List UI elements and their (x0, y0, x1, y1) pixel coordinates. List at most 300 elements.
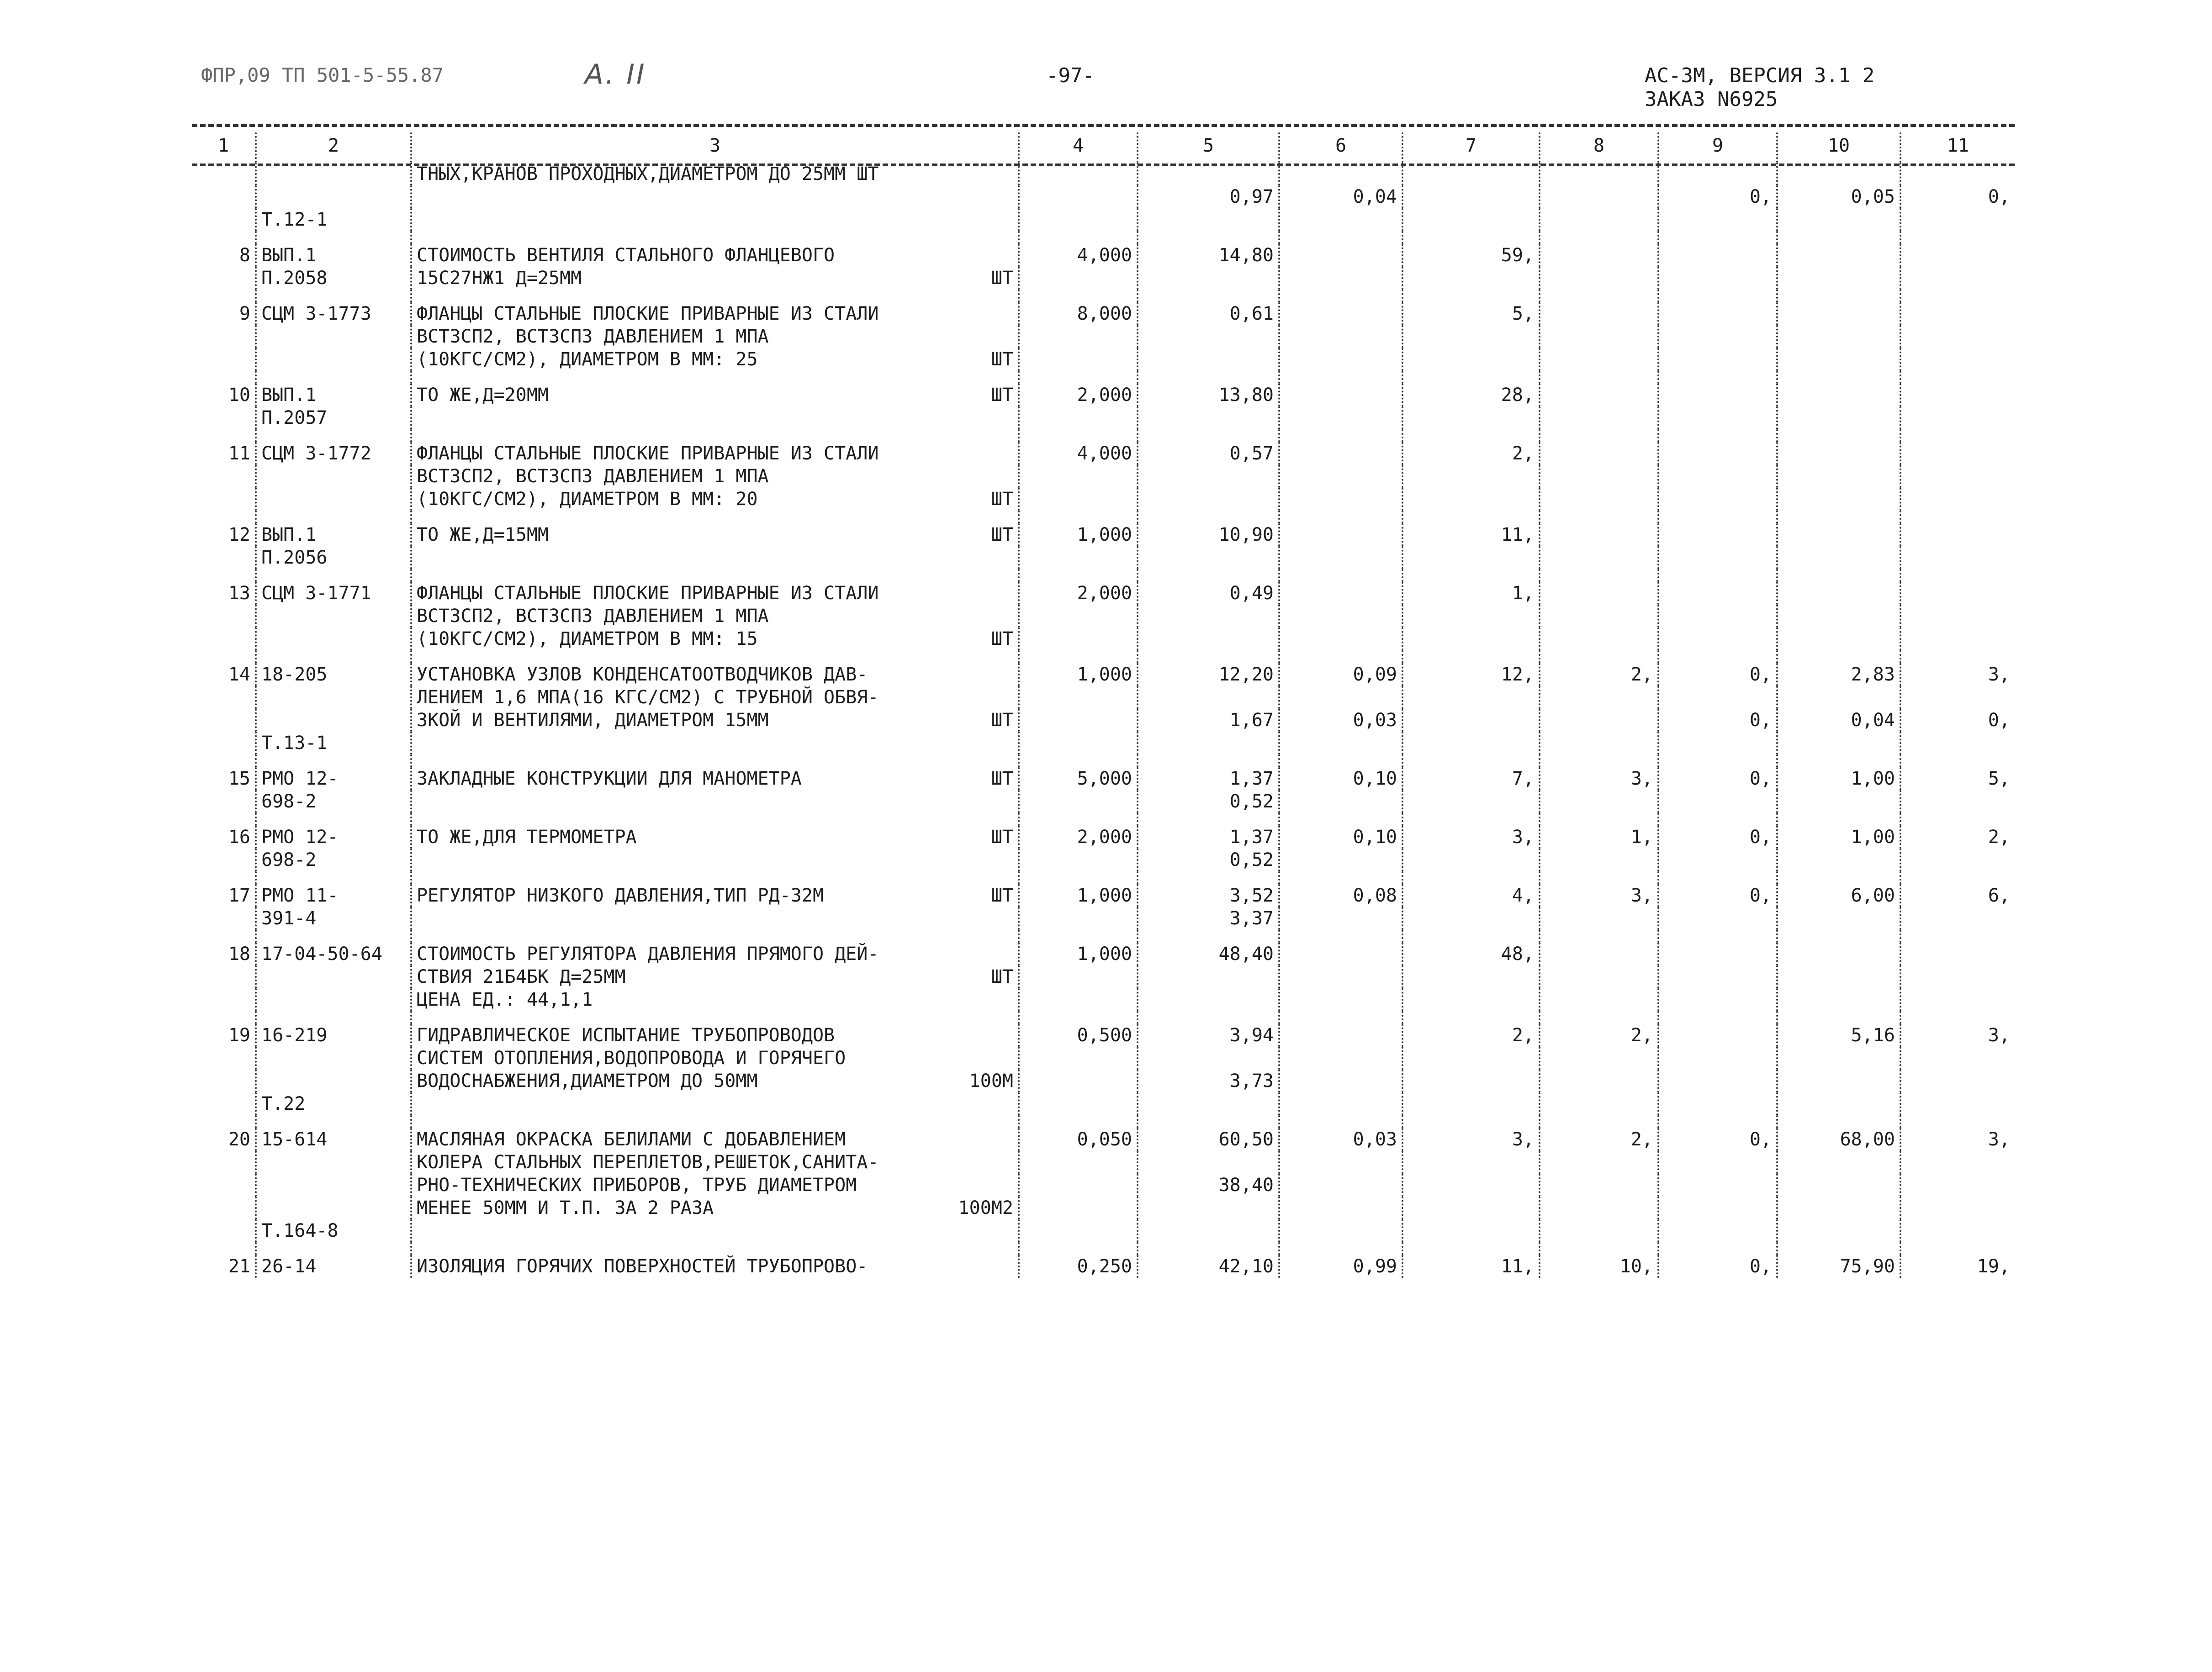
table-row (192, 442, 2015, 465)
value-cell-9: 0, (1658, 1128, 1777, 1151)
value-cell-9: 0, (1658, 663, 1777, 686)
value-cell-8 (1540, 943, 1658, 965)
row-number-cell (192, 965, 256, 988)
spacer-cell (1658, 1115, 1777, 1128)
value-cell-10 (1777, 546, 1900, 569)
value-cell-10 (1777, 732, 1900, 754)
spacer-cell (1402, 930, 1540, 943)
value-cell-6 (1279, 907, 1402, 930)
spacer-cell (411, 429, 1019, 442)
spacer-cell (411, 1011, 1019, 1024)
spacer-cell (411, 813, 1019, 826)
spacer-cell (411, 754, 1019, 767)
value-cell-11 (1900, 384, 2015, 406)
value-cell-5: 38,40 (1138, 1174, 1279, 1197)
estimate-table (192, 132, 2015, 1278)
spacer-cell (1138, 1011, 1279, 1024)
value-cell-7 (1402, 208, 1540, 231)
spacer-cell (1402, 290, 1540, 302)
value-cell-9 (1658, 163, 1777, 185)
value-cell-5: 1,37 (1138, 767, 1279, 790)
row-number-cell (192, 732, 256, 754)
value-cell-8 (1540, 1197, 1658, 1219)
spacer-cell (1279, 290, 1402, 302)
spacer-cell (1540, 511, 1658, 523)
value-cell-5: 3,73 (1138, 1070, 1279, 1092)
row-number-cell: 18 (228, 944, 250, 965)
value-cell-9: 0, (1658, 1255, 1777, 1278)
spacer-cell (1658, 231, 1777, 244)
norm-code-cell (256, 709, 411, 732)
value-cell-9 (1658, 1024, 1777, 1047)
value-cell-9 (1658, 732, 1777, 754)
value-cell-5 (1138, 628, 1279, 650)
value-cell-9 (1658, 1070, 1777, 1092)
norm-code-cell: 15-614 (256, 1128, 411, 1151)
work-description-cell (411, 732, 1019, 754)
value-cell-11 (1900, 907, 2015, 930)
work-description-cell (411, 1047, 1019, 1070)
value-cell-7: 5, (1402, 302, 1540, 325)
value-cell-8 (1540, 849, 1658, 871)
work-description-cell (411, 406, 1019, 429)
row-number-cell: 20 (228, 1129, 250, 1150)
value-cell-10 (1777, 465, 1900, 488)
unit-of-measure: ШТ (991, 628, 1013, 649)
value-cell-11 (1900, 849, 2015, 871)
table-row (192, 208, 2015, 231)
norm-code-cell: Т.22 (256, 1092, 411, 1115)
value-cell-4 (1019, 406, 1138, 429)
spacer-cell (192, 754, 256, 767)
value-cell-6 (1279, 302, 1402, 325)
column-header-8: 8 (1540, 132, 1658, 163)
spacer-cell (1279, 1115, 1402, 1128)
value-cell-6 (1279, 244, 1402, 267)
row-number-cell (192, 1070, 256, 1092)
spacer-cell (411, 290, 1019, 302)
value-cell-4 (1019, 546, 1138, 569)
value-cell-11 (1900, 686, 2015, 709)
value-cell-5: 13,80 (1138, 384, 1279, 406)
value-cell-7 (1402, 605, 1540, 628)
spacer-cell (1777, 930, 1900, 943)
spacer-cell (1279, 1011, 1402, 1024)
spacer-cell (1777, 231, 1900, 244)
spacer-cell (256, 231, 411, 244)
value-cell-4 (1019, 1219, 1138, 1242)
value-cell-11 (1900, 988, 2015, 1011)
value-cell-7 (1402, 488, 1540, 511)
table-body (192, 163, 2015, 1278)
value-cell-10 (1777, 605, 1900, 628)
spacer-cell (1138, 231, 1279, 244)
spacer-cell (192, 871, 256, 884)
value-cell-4 (1019, 907, 1138, 930)
value-cell-7 (1402, 907, 1540, 930)
spacer-cell (192, 1011, 256, 1024)
work-description-cell (411, 384, 1019, 406)
unit-of-measure: ШТ (991, 489, 1013, 510)
spacer-cell (411, 650, 1019, 663)
norm-code-cell: 698-2 (256, 849, 411, 871)
order-number: ЗАКАЗ N6925 (1645, 88, 1778, 111)
value-cell-6 (1279, 348, 1402, 371)
value-cell-10 (1777, 302, 1900, 325)
value-cell-6: 0,09 (1279, 663, 1402, 686)
value-cell-5 (1138, 325, 1279, 348)
value-cell-10 (1777, 790, 1900, 813)
value-cell-8 (1540, 1047, 1658, 1070)
value-cell-8 (1540, 790, 1658, 813)
norm-code-cell: РМО 11- (256, 884, 411, 907)
work-description: ЗАКЛАДНЫЕ КОНСТРУКЦИИ ДЛЯ МАНОМЕТРА (417, 768, 802, 789)
value-cell-9 (1658, 325, 1777, 348)
spacer-cell (256, 290, 411, 302)
row-spacer (192, 231, 2015, 244)
value-cell-8 (1540, 605, 1658, 628)
value-cell-5 (1138, 488, 1279, 511)
spacer-cell (1138, 371, 1279, 384)
spacer-cell (1138, 930, 1279, 943)
row-spacer (192, 290, 2015, 302)
spacer-cell (1279, 371, 1402, 384)
value-cell-7 (1402, 790, 1540, 813)
spacer-cell (192, 1242, 256, 1255)
value-cell-6 (1279, 1151, 1402, 1174)
table-row (192, 523, 2015, 546)
work-description-cell (411, 208, 1019, 231)
norm-code-cell: 698-2 (256, 790, 411, 813)
spacer-cell (1402, 754, 1540, 767)
row-number-cell: 16 (228, 827, 250, 848)
value-cell-8 (1540, 302, 1658, 325)
value-cell-5: 42,10 (1138, 1255, 1279, 1278)
spacer-cell (1279, 1242, 1402, 1255)
value-cell-11 (1900, 302, 2015, 325)
value-cell-7 (1402, 185, 1540, 208)
value-cell-9 (1658, 348, 1777, 371)
value-cell-4: 2,000 (1019, 582, 1138, 605)
table-row (192, 302, 2015, 325)
value-cell-11 (1900, 406, 2015, 429)
spacer-cell (1019, 290, 1138, 302)
value-cell-8 (1540, 1151, 1658, 1174)
norm-code-cell: СЦМ 3-1772 (256, 442, 411, 465)
value-cell-4 (1019, 1197, 1138, 1219)
spacer-cell (1900, 429, 2015, 442)
row-number-cell (192, 686, 256, 709)
table-row (192, 185, 2015, 208)
value-cell-11 (1900, 605, 2015, 628)
spacer-cell (1402, 1115, 1540, 1128)
table-row (192, 826, 2015, 849)
column-header-2: 2 (256, 132, 411, 163)
work-description-cell (411, 1024, 1019, 1047)
value-cell-7 (1402, 325, 1540, 348)
value-cell-4 (1019, 185, 1138, 208)
norm-code-cell: 391-4 (256, 907, 411, 930)
spacer-cell (1279, 930, 1402, 943)
work-description: РНО-ТЕХНИЧЕСКИХ ПРИБОРОВ, ТРУБ ДИАМЕТРОМ (417, 1175, 857, 1196)
value-cell-9 (1658, 1174, 1777, 1197)
row-number-cell: 12 (228, 524, 250, 545)
value-cell-8 (1540, 267, 1658, 290)
spacer-cell (1540, 231, 1658, 244)
spacer-cell (1900, 1115, 2015, 1128)
work-description-cell (411, 943, 1019, 965)
value-cell-8: 2, (1540, 663, 1658, 686)
value-cell-4 (1019, 1174, 1138, 1197)
table-row (192, 406, 2015, 429)
work-description: ТО ЖЕ,ДЛЯ ТЕРМОМЕТРА (417, 827, 637, 848)
spacer-cell (256, 1242, 411, 1255)
value-cell-8: 2, (1540, 1128, 1658, 1151)
spacer-cell (1658, 871, 1777, 884)
value-cell-5 (1138, 605, 1279, 628)
row-number-cell (192, 849, 256, 871)
unit-of-measure: 100М2 (958, 1197, 1013, 1218)
work-description: СТВИЯ 21Б4БК Д=25ММ (417, 966, 626, 987)
spacer-cell (192, 231, 256, 244)
value-cell-5: 1,37 (1138, 826, 1279, 849)
spacer-cell (1019, 1011, 1138, 1024)
value-cell-6 (1279, 325, 1402, 348)
value-cell-9 (1658, 523, 1777, 546)
spacer-cell (1540, 871, 1658, 884)
table-row (192, 907, 2015, 930)
value-cell-7 (1402, 965, 1540, 988)
spacer-cell (1402, 569, 1540, 582)
value-cell-11: 6, (1900, 884, 2015, 907)
table-row (192, 790, 2015, 813)
value-cell-11 (1900, 348, 2015, 371)
row-number-cell (192, 185, 256, 208)
spacer-cell (1402, 429, 1540, 442)
value-cell-6 (1279, 1219, 1402, 1242)
table-row (192, 767, 2015, 790)
value-cell-8: 3, (1540, 884, 1658, 907)
value-cell-8 (1540, 732, 1658, 754)
norm-code-cell: 26-14 (256, 1255, 411, 1278)
value-cell-4: 1,000 (1019, 943, 1138, 965)
value-cell-5 (1138, 1092, 1279, 1115)
row-number-cell (192, 1092, 256, 1115)
value-cell-8 (1540, 686, 1658, 709)
norm-code-cell (256, 1197, 411, 1219)
value-cell-11 (1900, 1092, 2015, 1115)
value-cell-4: 2,000 (1019, 384, 1138, 406)
value-cell-10 (1777, 582, 1900, 605)
table-row (192, 1151, 2015, 1174)
spacer-cell (411, 1242, 1019, 1255)
spacer-cell (1138, 1115, 1279, 1128)
work-description-cell (411, 442, 1019, 465)
value-cell-10 (1777, 988, 1900, 1011)
value-cell-11: 2, (1900, 826, 2015, 849)
value-cell-7: 59, (1402, 244, 1540, 267)
norm-code-cell (256, 1070, 411, 1092)
unit-of-measure: 100М (969, 1071, 1013, 1092)
work-description: ФЛАНЦЫ СТАЛЬНЫЕ ПЛОСКИЕ ПРИВАРНЫЕ ИЗ СТАЛИ (417, 303, 879, 324)
row-spacer (192, 930, 2015, 943)
table-row (192, 1047, 2015, 1070)
column-header-row (192, 132, 2015, 163)
album-mark: А. II (585, 58, 646, 90)
spacer-cell (1658, 429, 1777, 442)
spacer-cell (256, 371, 411, 384)
work-description-cell (411, 244, 1019, 267)
row-number-cell (192, 348, 256, 371)
spacer-cell (1279, 511, 1402, 523)
value-cell-7 (1402, 1047, 1540, 1070)
row-spacer (192, 650, 2015, 663)
value-cell-11 (1900, 442, 2015, 465)
column-header-5: 5 (1138, 132, 1279, 163)
row-spacer (192, 429, 2015, 442)
value-cell-4 (1019, 1047, 1138, 1070)
value-cell-6 (1279, 208, 1402, 231)
work-description: ТНЫХ,КРАНОВ ПРОХОДНЫХ,ДИАМЕТРОМ ДО 25ММ ШТ (417, 164, 879, 185)
value-cell-4 (1019, 732, 1138, 754)
value-cell-4 (1019, 163, 1138, 185)
value-cell-7: 2, (1402, 442, 1540, 465)
value-cell-6 (1279, 628, 1402, 650)
spacer-cell (256, 871, 411, 884)
norm-code-cell (256, 628, 411, 650)
work-description-cell (411, 790, 1019, 813)
spacer-cell (1540, 290, 1658, 302)
value-cell-6 (1279, 582, 1402, 605)
work-description-cell (411, 884, 1019, 907)
spacer-cell (1900, 930, 2015, 943)
spacer-cell (192, 429, 256, 442)
value-cell-10 (1777, 1174, 1900, 1197)
spacer-cell (256, 569, 411, 582)
spacer-cell (1402, 871, 1540, 884)
value-cell-7 (1402, 732, 1540, 754)
value-cell-9 (1658, 907, 1777, 930)
value-cell-7: 12, (1402, 663, 1540, 686)
row-number-cell (192, 465, 256, 488)
value-cell-5 (1138, 208, 1279, 231)
value-cell-4: 8,000 (1019, 302, 1138, 325)
spacer-cell (1900, 650, 2015, 663)
spacer-cell (1402, 813, 1540, 826)
work-description-cell (411, 1070, 1019, 1092)
work-description: ВОДОСНАБЖЕНИЯ,ДИАМЕТРОМ ДО 50ММ (417, 1071, 758, 1092)
spacer-cell (411, 1115, 1019, 1128)
value-cell-11 (1900, 582, 2015, 605)
value-cell-5: 0,97 (1138, 185, 1279, 208)
table-row (192, 988, 2015, 1011)
column-header-4: 4 (1019, 132, 1138, 163)
value-cell-10: 0,05 (1777, 185, 1900, 208)
value-cell-11 (1900, 523, 2015, 546)
value-cell-9 (1658, 546, 1777, 569)
row-number-cell (192, 790, 256, 813)
row-number-cell (192, 406, 256, 429)
table-row (192, 686, 2015, 709)
work-description: РЕГУЛЯТОР НИЗКОГО ДАВЛЕНИЯ,ТИП РД-32М (417, 885, 824, 906)
value-cell-11 (1900, 965, 2015, 988)
spacer-cell (411, 930, 1019, 943)
value-cell-11 (1900, 943, 2015, 965)
spacer-cell (1658, 930, 1777, 943)
value-cell-6: 0,03 (1279, 709, 1402, 732)
value-cell-10 (1777, 965, 1900, 988)
spacer-cell (1019, 754, 1138, 767)
value-cell-10: 6,00 (1777, 884, 1900, 907)
spacer-cell (1900, 754, 2015, 767)
spacer-cell (1900, 1242, 2015, 1255)
value-cell-8 (1540, 348, 1658, 371)
value-cell-8: 3, (1540, 767, 1658, 790)
work-description: ИЗОЛЯЦИЯ ГОРЯЧИХ ПОВЕРХНОСТЕЙ ТРУБОПРОВО- (417, 1256, 868, 1277)
value-cell-7 (1402, 163, 1540, 185)
norm-code-cell (256, 348, 411, 371)
spacer-cell (1658, 371, 1777, 384)
spacer-cell (1540, 569, 1658, 582)
value-cell-5 (1138, 1219, 1279, 1242)
spacer-cell (1658, 754, 1777, 767)
work-description-cell (411, 1255, 1019, 1278)
value-cell-5: 10,90 (1138, 523, 1279, 546)
value-cell-7 (1402, 465, 1540, 488)
spacer-cell (1279, 569, 1402, 582)
value-cell-5 (1138, 465, 1279, 488)
value-cell-9: 0, (1658, 884, 1777, 907)
value-cell-4 (1019, 1092, 1138, 1115)
spacer-cell (256, 511, 411, 523)
value-cell-10 (1777, 1197, 1900, 1219)
work-description-cell (411, 582, 1019, 605)
document-code: ФПР,09 ТП 501-5-55.87 (201, 64, 444, 86)
spacer-cell (1900, 871, 2015, 884)
value-cell-8 (1540, 384, 1658, 406)
value-cell-10 (1777, 1070, 1900, 1092)
value-cell-11: 3, (1900, 663, 2015, 686)
work-description: ЛЕНИЕМ 1,6 МПА(16 КГС/СМ2) С ТРУБНОЙ ОБВЯ- (417, 687, 879, 708)
spacer-cell (256, 1115, 411, 1128)
value-cell-4 (1019, 465, 1138, 488)
norm-code-cell: П.2057 (256, 406, 411, 429)
value-cell-5: 0,49 (1138, 582, 1279, 605)
work-description: ФЛАНЦЫ СТАЛЬНЫЕ ПЛОСКИЕ ПРИВАРНЫЕ ИЗ СТАЛИ (417, 583, 879, 604)
value-cell-7 (1402, 1070, 1540, 1092)
value-cell-11 (1900, 546, 2015, 569)
spacer-cell (1138, 871, 1279, 884)
value-cell-11 (1900, 1070, 2015, 1092)
work-description: УСТАНОВКА УЗЛОВ КОНДЕНСАТООТВОДЧИКОВ ДАВ- (417, 664, 868, 685)
table-row (192, 1024, 2015, 1047)
value-cell-10 (1777, 406, 1900, 429)
work-description: ТО ЖЕ,Д=20ММ (417, 385, 549, 406)
table-row (192, 465, 2015, 488)
norm-code-cell (256, 185, 411, 208)
spacer-cell (1900, 1011, 2015, 1024)
value-cell-9 (1658, 302, 1777, 325)
column-header-1: 1 (217, 135, 229, 156)
spacer-cell (1540, 429, 1658, 442)
value-cell-10 (1777, 163, 1900, 185)
work-description-cell (411, 965, 1019, 988)
spacer-cell (1777, 429, 1900, 442)
value-cell-4 (1019, 849, 1138, 871)
norm-code-cell: СЦМ 3-1771 (256, 582, 411, 605)
work-description: ВСТ3СП2, ВСТ3СП3 ДАВЛЕНИЕМ 1 МПА (417, 606, 769, 627)
column-header-9: 9 (1658, 132, 1777, 163)
